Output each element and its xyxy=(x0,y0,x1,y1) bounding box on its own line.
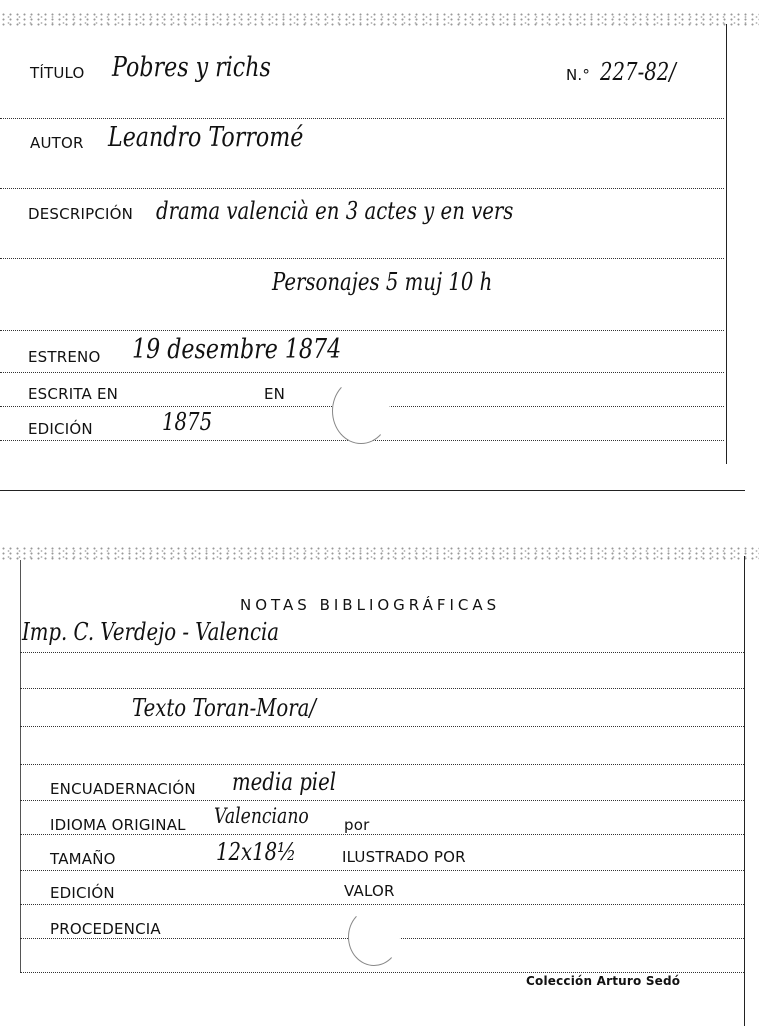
encuadernacion-rule xyxy=(20,800,744,801)
tamano-rule xyxy=(20,870,744,871)
idioma-label: IDIOMA ORIGINAL xyxy=(50,816,186,834)
tamano-value: 12x18½ xyxy=(216,838,297,866)
numero-value: 227-82/ xyxy=(600,58,676,86)
titulo-label: TÍTULO xyxy=(30,64,85,82)
escrita-en-label: ESCRITA EN xyxy=(28,385,119,403)
punch-hole-bottom xyxy=(348,908,400,966)
notes-rule-3 xyxy=(20,726,744,727)
descripcion-value-2: Personajes 5 muj 10 h xyxy=(272,268,493,296)
notes-line-2: Texto Toran-Mora/ xyxy=(132,694,317,722)
card-top-right-border xyxy=(726,24,727,464)
autor-label: AUTOR xyxy=(30,134,84,152)
edicion-value: 1875 xyxy=(162,408,213,436)
notes-rule-2 xyxy=(20,688,744,689)
footer-coleccion: Colección Arturo Sedó xyxy=(526,974,681,988)
autor-value: Leandro Torromé xyxy=(108,122,304,153)
notes-rule-1 xyxy=(20,652,744,653)
edicion-bottom-label: EDICIÓN xyxy=(50,884,115,902)
card-top-edge xyxy=(0,12,759,26)
encuadernacion-label: ENCUADERNACIÓN xyxy=(50,780,196,798)
titulo-value: Pobres y richs xyxy=(112,52,271,83)
notas-heading: NOTAS BIBLIOGRÁFICAS xyxy=(240,596,501,614)
encuadernacion-value: media piel xyxy=(232,768,337,796)
edicion-label: EDICIÓN xyxy=(28,420,93,438)
numero-label: N.° xyxy=(566,66,591,84)
procedencia-rule-2 xyxy=(20,972,744,973)
descripcion-value: drama valencià en 3 actes y en vers xyxy=(156,197,514,225)
catalog-card-bottom xyxy=(0,540,759,1028)
idioma-rule xyxy=(20,834,744,835)
idioma-value: Valenciano xyxy=(214,804,309,828)
card-bottom-edge xyxy=(0,546,759,560)
punch-hole xyxy=(332,378,390,444)
estreno-value: 19 desembre 1874 xyxy=(132,334,342,365)
card-top-bottom-edge xyxy=(0,490,745,491)
tamano-label: TAMAÑO xyxy=(50,850,116,868)
autor-rule xyxy=(0,188,724,189)
ilustrado-por-label: ILUSTRADO POR xyxy=(342,848,466,866)
escrita-en-en-label: EN xyxy=(264,385,286,403)
edicion-bottom-rule xyxy=(20,904,744,905)
descripcion-label: DESCRIPCIÓN xyxy=(28,205,134,223)
procedencia-label: PROCEDENCIA xyxy=(50,920,161,938)
descripcion-rule-2 xyxy=(0,330,724,331)
idioma-por-label: por xyxy=(344,816,370,834)
titulo-rule xyxy=(0,118,724,119)
valor-label: VALOR xyxy=(344,882,395,900)
catalog-card-top xyxy=(0,0,759,500)
notes-line-1: Imp. C. Verdejo - Valencia xyxy=(22,618,280,646)
card-bottom-right-border xyxy=(744,556,745,1026)
notes-rule-4 xyxy=(20,764,744,765)
descripcion-rule-1 xyxy=(0,258,724,259)
estreno-label: ESTRENO xyxy=(28,348,101,366)
card-bottom-left-border xyxy=(20,560,21,972)
estreno-rule xyxy=(0,372,724,373)
